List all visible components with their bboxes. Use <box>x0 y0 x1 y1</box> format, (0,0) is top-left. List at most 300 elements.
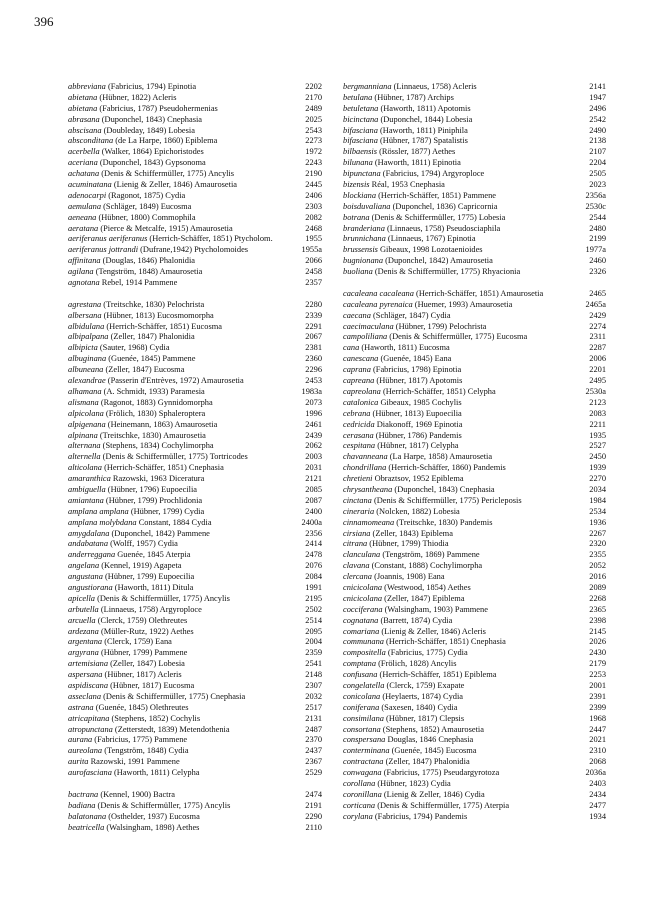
author-genus: (Herrich-Schäffer, 1860) Pandemis <box>386 463 506 473</box>
entry-text <box>343 550 585 561</box>
entry-number: 2243 <box>305 158 322 168</box>
entry-number: 2290 <box>305 811 322 821</box>
entry-number: 2073 <box>305 397 322 407</box>
author-genus: Rebel, 1914 Pammene <box>99 278 178 288</box>
species-name: conterminana <box>343 746 390 756</box>
entry-text <box>343 441 585 452</box>
entry-number: 1983a <box>301 386 322 396</box>
entry-number: 2406 <box>305 190 322 200</box>
entry-text <box>343 147 585 158</box>
entry-number: 2107 <box>589 147 606 157</box>
entry-number: 2268 <box>589 593 606 603</box>
species-name: albersana <box>68 310 102 320</box>
species-name: ambiguella <box>68 484 106 494</box>
entry-number: 1955a <box>301 245 322 255</box>
species-name: argyrana <box>68 648 99 658</box>
entry-text <box>68 703 301 714</box>
entry-text <box>343 289 585 300</box>
index-entry <box>68 583 322 594</box>
author-genus: (Denis & Schiffermüller, 1775) Ancylis <box>95 800 231 810</box>
author-genus: Diakonoff, 1969 Epinotia <box>374 419 463 429</box>
author-genus: (Hübner, 1799) Pammene <box>98 648 188 658</box>
entry-text <box>68 518 298 529</box>
author-genus: (A. Schmidt, 1933) Paramesia <box>101 386 205 396</box>
author-genus: (Stephens, 1852) Cochylis <box>109 713 201 723</box>
species-name: affinitana <box>68 256 101 266</box>
entry-text <box>68 300 301 311</box>
author-genus: Razowski, 1991 Pammene <box>88 757 180 767</box>
index-entry <box>343 637 606 648</box>
entry-number: 2400a <box>301 517 322 527</box>
index-entry <box>68 300 322 311</box>
author-genus: (Guenée, 1845) Eana <box>378 354 452 364</box>
index-entry <box>68 561 322 572</box>
entry-text <box>343 605 585 616</box>
index-entry <box>343 300 606 311</box>
entry-number: 1996 <box>305 408 322 418</box>
species-name: abscisana <box>68 125 102 135</box>
author-genus: Obraztsov, 1952 Epiblema <box>372 474 464 484</box>
author-genus: (Denis & Schiffermüller, 1775) Ancylis <box>94 593 230 603</box>
species-name: alismana <box>68 397 99 407</box>
author-genus: (Denis & Schiffermüller, 1775) Aterpia <box>375 800 510 810</box>
author-genus: Constant, 1884 Cydia <box>136 517 212 527</box>
entry-text <box>68 224 301 235</box>
index-entry <box>68 605 322 616</box>
index-entry <box>343 518 606 529</box>
species-name: abietana <box>68 92 98 102</box>
index-entry <box>68 714 322 725</box>
entry-text <box>68 550 301 561</box>
index-entry <box>343 289 606 300</box>
index-entry <box>68 681 322 692</box>
author-genus: (Duponchel, 1836) Capricornia <box>390 201 498 211</box>
species-name: absconditana <box>68 136 114 146</box>
entry-number: 2370 <box>305 735 322 745</box>
entry-text <box>68 735 301 746</box>
entry-text <box>343 725 585 736</box>
index-entry <box>68 441 322 452</box>
species-name: catalonica <box>343 397 379 407</box>
entry-number: 2465a <box>585 299 606 309</box>
author-genus: (Haworth, 1811) Apotomis <box>378 103 471 113</box>
entry-text <box>68 529 301 540</box>
author-genus: (Zetterstedt, 1839) Metendothenia <box>112 724 230 734</box>
index-entry <box>343 115 606 126</box>
entry-number: 2095 <box>305 626 322 636</box>
species-name: agnotana <box>68 278 100 288</box>
index-entry <box>343 746 606 757</box>
index-entry <box>68 790 322 801</box>
author-genus: (Clerck, 1759) Eana <box>102 637 172 647</box>
index-entry <box>68 398 322 409</box>
entry-number: 2450 <box>589 452 606 462</box>
author-genus: (Haworth, 1811) Celypha <box>111 768 200 778</box>
entry-number: 1934 <box>589 811 606 821</box>
entry-number: 2496 <box>589 103 606 113</box>
species-name: conicolana <box>343 691 381 701</box>
author-genus: (Denis & Schiffermüller, 1775) Rhyacionia <box>372 267 521 277</box>
entry-text <box>68 136 301 147</box>
entry-number: 2355 <box>589 550 606 560</box>
species-name: corylana <box>343 811 373 821</box>
author-genus: (Hübner, 1799) Prochlidonia <box>103 495 203 505</box>
entry-text <box>343 234 585 245</box>
entry-number: 2179 <box>589 659 606 669</box>
index-entry <box>68 409 322 420</box>
author-genus: (Ragonot, 1883) Gynnidomorpha <box>98 397 213 407</box>
author-genus: (Treitschke, 1830) Pandemis <box>394 517 493 527</box>
entry-text <box>343 452 585 463</box>
entry-number: 2365 <box>589 604 606 614</box>
entry-number: 2367 <box>305 757 322 767</box>
author-genus: (Zeller, 1847) Phalonidia <box>108 332 195 342</box>
entry-text <box>343 561 585 572</box>
index-entry <box>68 659 322 670</box>
index-entry <box>343 452 606 463</box>
entry-number: 2360 <box>305 354 322 364</box>
species-name: clavana <box>343 561 370 571</box>
index-entry <box>343 735 606 746</box>
species-name: abbreviana <box>68 82 106 91</box>
species-name: caprana <box>343 365 371 375</box>
species-name: caecana <box>343 310 371 320</box>
species-name: andabatana <box>68 539 109 549</box>
author-genus: (Ragonot, 1875) Cydia <box>106 190 186 200</box>
entry-text <box>68 659 301 670</box>
species-name: coniferana <box>343 702 380 712</box>
species-name: amaranthica <box>68 474 111 484</box>
entry-number: 2076 <box>305 561 322 571</box>
index-entry <box>343 463 606 474</box>
entry-number: 2458 <box>305 267 322 277</box>
species-name: bipunctana <box>343 169 381 179</box>
index-entry <box>343 812 606 823</box>
species-name: bicinctana <box>343 114 379 124</box>
species-name: cedricida <box>343 419 375 429</box>
species-name: cacaleana pyrenaica <box>343 299 413 309</box>
species-name: atropunctana <box>68 724 113 734</box>
entry-number: 2517 <box>305 702 322 712</box>
species-name: cognatana <box>343 615 379 625</box>
entry-text <box>343 692 585 703</box>
author-genus: (Doubleday, 1849) Lobesia <box>101 125 195 135</box>
entry-text <box>68 376 301 387</box>
entry-text <box>68 202 301 213</box>
entry-number: 2527 <box>589 441 606 451</box>
entry-text <box>343 485 585 496</box>
species-name: angustana <box>68 572 103 582</box>
species-name: alticolana <box>68 463 102 473</box>
author-genus: (Guenée, 1845) Pammene <box>106 354 196 364</box>
author-genus: (Duponchel, 1842) Pammene <box>109 528 210 538</box>
entry-number: 2311 <box>589 332 606 342</box>
entry-text <box>343 746 585 757</box>
species-name: albipalpana <box>68 332 109 342</box>
species-name: aeneana <box>68 212 97 222</box>
author-genus: (Hübner, 1799) Eupoecilia <box>102 572 195 582</box>
entry-text <box>68 801 301 812</box>
entry-text <box>68 714 301 725</box>
entry-number: 2082 <box>305 212 322 222</box>
index-entry <box>343 703 606 714</box>
index-entry <box>68 224 322 235</box>
entry-text <box>343 115 585 126</box>
index-column-left <box>68 82 322 833</box>
entry-text <box>68 474 301 485</box>
index-entry <box>343 126 606 137</box>
index-entry <box>343 191 606 202</box>
species-name: aeratana <box>68 223 99 233</box>
author-genus: Razowski, 1963 Diceratura <box>110 474 205 484</box>
author-genus: (Osthelder, 1937) Eucosma <box>106 811 200 821</box>
entry-number: 2414 <box>305 539 322 549</box>
entry-number: 2280 <box>305 299 322 309</box>
author-genus: (Denis & Schiffermüller, 1775) Lobesia <box>369 212 506 222</box>
author-genus: (Stephens, 1834) Cochylimorpha <box>100 441 214 451</box>
author-genus: (Clerck, 1759) Exapate <box>384 680 465 690</box>
index-entry <box>343 224 606 235</box>
species-name: acuminatana <box>68 180 112 190</box>
index-entry <box>343 496 606 507</box>
species-name: aspersana <box>68 670 103 680</box>
entry-text <box>343 420 586 431</box>
species-name: alpigenana <box>68 419 106 429</box>
author-genus: (Tengström, 1869) Pammene <box>380 550 480 560</box>
author-genus: (Duponchel, 1842) Amaurosetia <box>383 256 493 266</box>
entry-number: 2068 <box>589 757 606 767</box>
index-entry <box>68 115 322 126</box>
entry-number: 2429 <box>589 310 606 320</box>
species-name: boisduvaliana <box>343 201 391 211</box>
author-genus: (Zeller, 1843) Epiblema <box>370 528 453 538</box>
entry-number: 2025 <box>305 114 322 124</box>
entry-number: 2273 <box>305 136 322 146</box>
entry-text <box>68 583 301 594</box>
species-name: comariana <box>343 626 380 636</box>
species-name: brussensis <box>343 245 378 255</box>
entry-text <box>343 300 582 311</box>
entry-text <box>68 681 301 692</box>
author-genus: (Fabricius, 1775) Pseudargyrotoza <box>381 768 500 778</box>
entry-text <box>68 496 301 507</box>
index-entry <box>68 507 322 518</box>
species-name: conspersana <box>343 735 386 745</box>
species-name: balatonana <box>68 811 107 821</box>
index-entry <box>68 267 322 278</box>
author-genus: (Hübner, 1822) Acleris <box>97 92 177 102</box>
entry-text <box>68 539 301 550</box>
species-name: albuneana <box>68 365 104 375</box>
species-name: chavanneana <box>343 452 388 462</box>
species-name: caecimaculana <box>343 321 394 331</box>
author-genus: (Haworth, 1811) Ditula <box>112 582 194 592</box>
author-genus: (Herrich-Schäffer, 1851) Celypha <box>380 386 496 396</box>
species-name: capreana <box>343 376 375 386</box>
author-genus: (Herrich-Schäffer, 1851) Epiblema <box>377 670 497 680</box>
index-entry <box>343 376 606 387</box>
species-name: anderreggana <box>68 550 116 560</box>
entry-text <box>68 594 301 605</box>
author-genus: (Lienig & Zeller, 1846) Cydia <box>381 789 485 799</box>
index-entry <box>68 180 322 191</box>
species-name: cnicicolana <box>343 593 383 603</box>
author-genus: (Kennel, 1919) Agapeta <box>99 561 182 571</box>
entry-text <box>68 158 301 169</box>
entry-number: 2211 <box>589 419 606 429</box>
index-entry <box>343 692 606 703</box>
entry-text <box>343 529 585 540</box>
entry-text <box>343 398 585 409</box>
species-name: communana <box>343 637 384 647</box>
index-entry <box>343 431 606 442</box>
author-genus: (Fabricius, 1794) Pandemis <box>372 811 468 821</box>
entry-text <box>68 823 302 834</box>
index-entry <box>343 627 606 638</box>
entry-text <box>343 126 585 137</box>
index-entry <box>68 496 322 507</box>
author-genus: (Lienig & Zeller, 1846) Acleris <box>379 626 486 636</box>
author-genus: (Zeller, 1847) Lobesia <box>108 659 185 669</box>
entry-text <box>343 245 582 256</box>
entry-number: 2148 <box>305 670 322 680</box>
entry-number: 2023 <box>589 180 606 190</box>
index-entry <box>68 485 322 496</box>
entry-text <box>68 790 301 801</box>
index-entry <box>68 136 322 147</box>
index-entry <box>68 82 322 93</box>
entry-text <box>343 191 582 202</box>
entry-text <box>343 136 585 147</box>
entry-number: 2052 <box>589 561 606 571</box>
species-name: alternana <box>68 441 101 451</box>
index-entry <box>343 136 606 147</box>
index-entry <box>343 93 606 104</box>
entry-text <box>68 507 301 518</box>
author-genus: (Haworth, 1811) Eucosma <box>359 343 450 353</box>
index-entry <box>343 779 606 790</box>
index-entry <box>68 725 322 736</box>
entry-text <box>68 365 301 376</box>
entry-text <box>68 387 298 398</box>
index-entry <box>343 659 606 670</box>
index-entry <box>68 616 322 627</box>
entry-number: 2495 <box>589 376 606 386</box>
species-name: bactrana <box>68 789 99 799</box>
index-entry <box>68 812 322 823</box>
author-genus: Douglas, 1846 Cnephasia <box>385 735 474 745</box>
index-entry <box>343 757 606 768</box>
index-entry <box>343 256 606 267</box>
author-genus: (Hübner, 1817) Celypha <box>375 441 459 451</box>
entry-number: 2534 <box>589 506 606 516</box>
entry-number: 2400 <box>305 506 322 516</box>
entry-text <box>343 311 585 322</box>
author-genus: (Tengström, 1848) Cydia <box>102 746 189 756</box>
entry-number: 2016 <box>589 572 606 582</box>
author-genus: (Fabricius, 1794) Argyroploce <box>380 169 485 179</box>
entry-text <box>343 637 585 648</box>
index-entry <box>68 126 322 137</box>
author-genus: (Douglas, 1846) Phalonidia <box>100 256 196 266</box>
species-name: angustiorana <box>68 582 113 592</box>
index-entry <box>68 703 322 714</box>
species-name: arbutella <box>68 604 99 614</box>
entry-text <box>343 779 585 790</box>
entry-number: 2131 <box>305 713 322 723</box>
species-name: cirsiana <box>343 528 371 538</box>
author-genus: (Duponchel, 1844) Lobesia <box>378 114 473 124</box>
species-name: acerbella <box>68 147 100 157</box>
index-entry <box>68 518 322 529</box>
index-column-right <box>343 82 606 823</box>
index-entry <box>68 420 322 431</box>
entry-text <box>68 169 301 180</box>
index-entry <box>68 648 322 659</box>
author-genus: (Zeller, 1847) Eucosma <box>103 365 185 375</box>
author-genus: (Duponchel, 1843) Gypsonoma <box>97 158 206 168</box>
entry-number: 2465 <box>589 288 606 298</box>
species-name: cinctana <box>343 495 372 505</box>
author-genus: (Hübner, 1823) Cydia <box>375 779 451 788</box>
author-genus: (Denis & Schiffermüller, 1775) Ancylis <box>99 169 235 179</box>
species-name: aurita <box>68 757 89 767</box>
species-name: adenocarpi <box>68 190 107 200</box>
entry-number: 2398 <box>589 615 606 625</box>
species-name: cerasana <box>343 430 374 440</box>
index-entry <box>68 245 322 256</box>
species-name: abrasana <box>68 114 100 124</box>
entry-text <box>343 158 585 169</box>
entry-number: 2468 <box>305 223 322 233</box>
entry-text <box>343 322 585 333</box>
author-genus: (Müller-Rutz, 1922) Aethes <box>98 626 194 636</box>
entry-text <box>343 735 585 746</box>
entry-number: 2066 <box>305 256 322 266</box>
entry-number: 2085 <box>305 484 322 494</box>
species-name: comptana <box>343 659 377 669</box>
entry-number: 2474 <box>305 789 322 799</box>
index-entry <box>68 594 322 605</box>
author-genus: (La Harpe, 1858) Amaurosetia <box>387 452 493 462</box>
entry-number: 2084 <box>305 572 322 582</box>
index-entry <box>343 387 606 398</box>
species-name: citrana <box>343 539 368 549</box>
entry-number: 2529 <box>305 768 322 778</box>
entry-number: 2190 <box>305 169 322 179</box>
author-genus: (Haworth, 1811) Epinotia <box>372 158 461 168</box>
entry-number: 1968 <box>589 713 606 723</box>
entry-text <box>343 365 585 376</box>
index-entry <box>343 409 606 420</box>
author-genus: (Herrich-Schäffer, 1851) Eucosma <box>104 321 222 331</box>
author-genus: (Herrich-Schäffer, 1851) Cnephasia <box>383 637 506 647</box>
entry-text <box>68 104 301 115</box>
entry-text <box>68 605 301 616</box>
index-entry <box>343 267 606 278</box>
author-genus: (Walker, 1864) Epichoristodes <box>99 147 204 157</box>
entry-number: 1972 <box>305 147 322 157</box>
entry-text <box>68 267 301 278</box>
index-entry <box>343 169 606 180</box>
index-entry <box>68 539 322 550</box>
entry-number: 2089 <box>589 582 606 592</box>
entry-text <box>68 93 301 104</box>
entry-text <box>68 648 301 659</box>
index-entry <box>68 768 322 779</box>
species-name: alternella <box>68 452 101 462</box>
index-entry <box>343 158 606 169</box>
